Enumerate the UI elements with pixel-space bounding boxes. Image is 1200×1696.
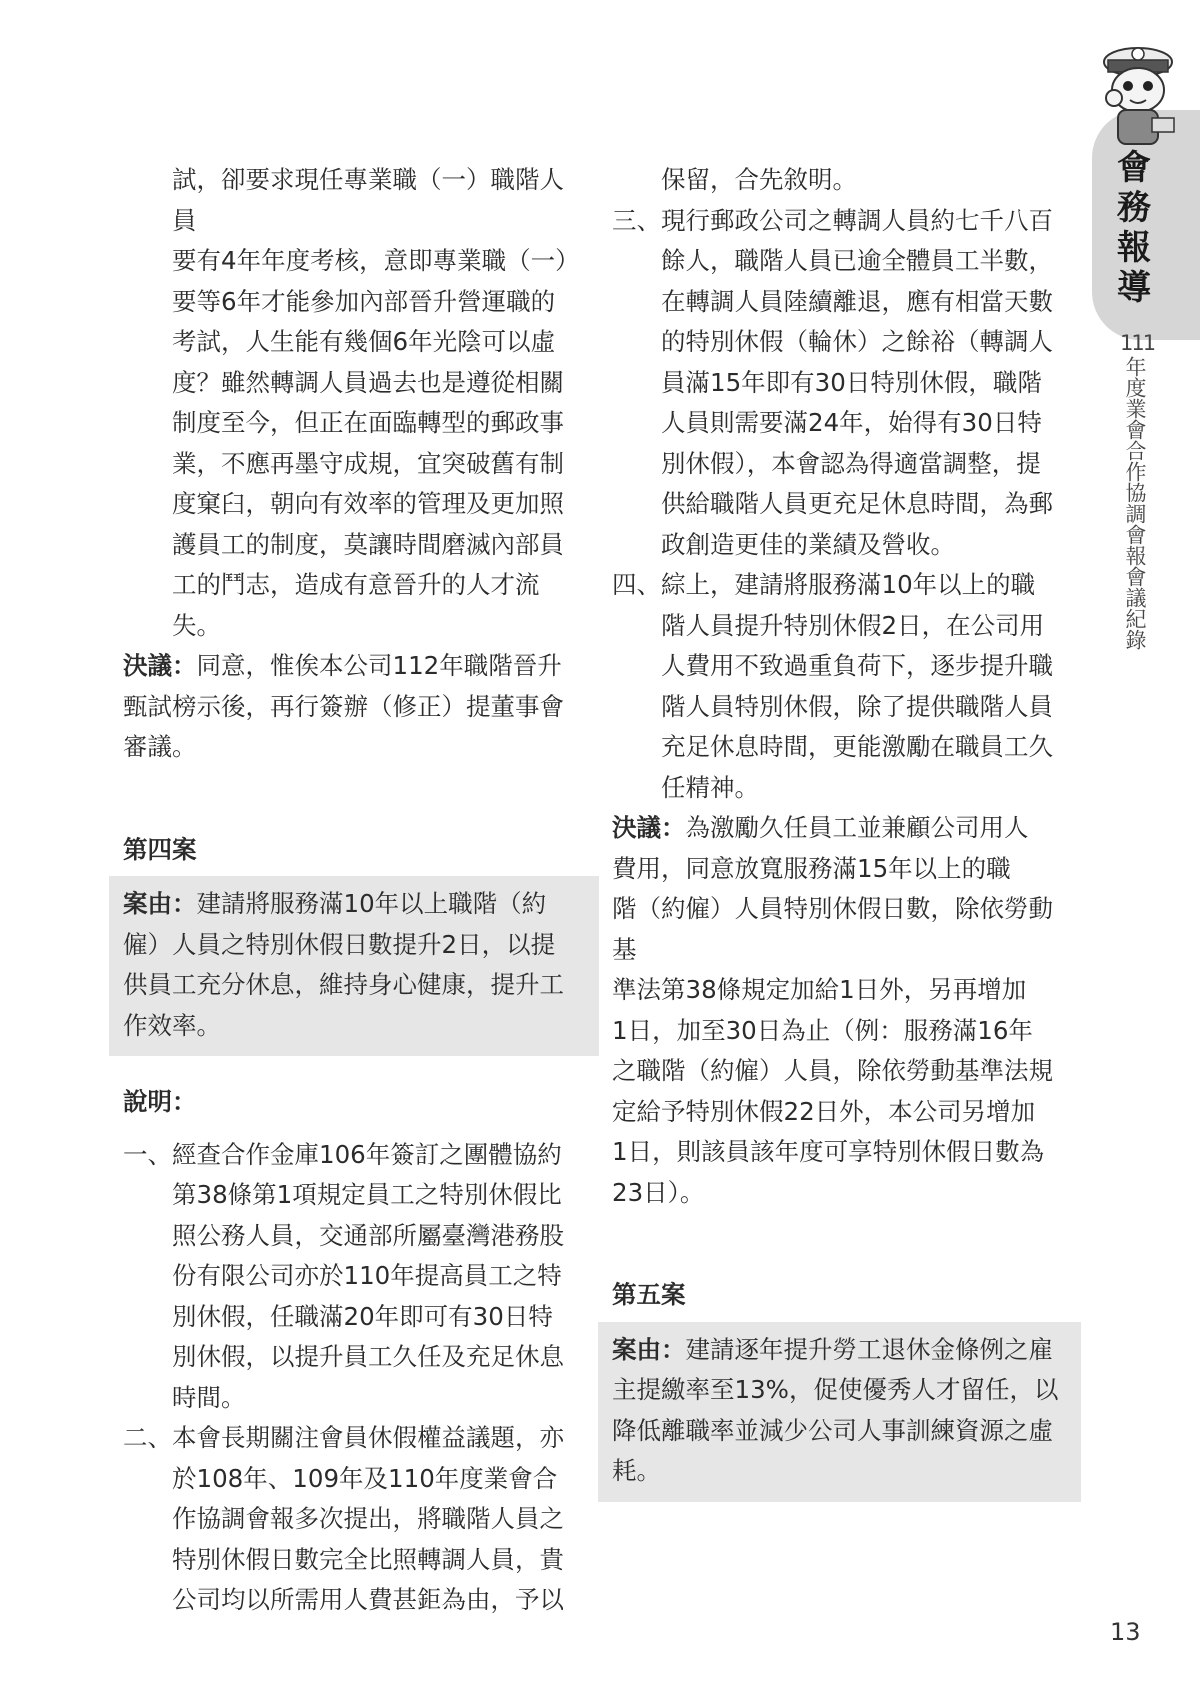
item-number: 三、 [612,205,661,235]
text-line: 23日）。 [612,1177,705,1207]
text-line: 人員則需要滿24年，始得有30日特 [661,408,1042,437]
text-line: 工的鬥志，造成有意晉升的人才流失。 [172,570,540,640]
running-header-subtitle: 年度業會合作協調會報會議紀錄 [1123,356,1147,650]
resolution-label: 決議： [612,813,686,842]
text-line: 作效率。 [123,1010,221,1040]
text-line: 供給職階人員更充足休息時間，為郵 [661,489,1053,518]
text-line: 1日，加至30日為止（例：服務滿16年 [612,1015,1033,1045]
case-reason-box [109,876,599,1056]
text-line: 餘人，職階人員已逾全體員工半數， [661,246,1053,275]
text-line: 要有4年年度考核，意即專業職（一） [172,246,580,275]
section-title-char: 報 [1117,228,1151,268]
text-line: 人費用不致過重負荷下，逐步提升職 [661,651,1053,680]
text-line: 階人員特別休假，除了提供職階人員 [661,691,1053,721]
text-line: 費用，同意放寬服務滿15年以上的職 [612,853,1011,883]
text-line: 建請逐年提升勞工退休金條例之雇 [685,1334,1053,1364]
text-line: 別休假），本會認為得適當調整，提 [661,448,1041,478]
text-line: 護員工的制度，莫讓時間磨滅內部員 [172,529,564,559]
text-line: 特別休假日數完全比照轉調人員，貴 [172,1544,564,1574]
text-line: 於108年、109年及110年度業會合 [172,1463,558,1493]
resolution [123,646,585,768]
case-heading: 第四案 [123,834,197,864]
text-line: 在轉調人員陸續離退，應有相當天數 [661,286,1053,316]
explanation-heading: 說明： [123,1087,197,1116]
section-title [1111,148,1157,308]
text-line: 考試，人生能有幾個6年光陰可以虛 [172,327,556,356]
text-line: 降低離職率並減少公司人事訓練資源之虛 [612,1415,1053,1445]
resolution [612,808,1067,1213]
text-line: 保留，合先敘明。 [661,165,857,194]
item-number: 四、 [612,570,661,599]
item-number: 二、 [123,1423,172,1452]
text-line: 1日，則該員該年度可享特別休假日數為 [612,1137,1045,1166]
item-number: 一、 [123,1139,172,1169]
text-line: 之職階（約僱）人員，除依勞動基準法規 [612,1056,1053,1085]
text-line: 的特別休假（輪休）之餘裕（轉調人 [661,327,1053,356]
explanation-item [123,1418,585,1621]
text-line: 階人員提升特別休假2日，在公司用 [661,610,1045,640]
text-line: 耗。 [612,1456,661,1485]
text-line: 準法第38條規定加給1日外，另再增加 [612,975,1027,1004]
case-reason-label: 案由： [123,889,197,918]
text-line: 本會長期關注會員休假權益議題，亦 [172,1423,564,1452]
running-header [1120,330,1155,650]
text-line: 經查合作金庫106年簽訂之團體協約 [172,1139,562,1169]
text-line: 時間。 [172,1382,246,1412]
right-column [612,160,1067,1502]
text-line: 份有限公司亦於110年提高員工之特 [172,1261,562,1290]
text-line: 綜上，建請將服務滿10年以上的職 [661,570,1036,599]
page-number: 13 [1110,1618,1141,1646]
case-heading: 第五案 [612,1280,686,1309]
text-line: 度？雖然轉調人員過去也是遵從相關 [172,367,564,397]
text-line: 供員工充分休息，維持身心健康，提升工 [123,970,564,999]
text-line: 別休假，以提升員工久任及充足休息 [172,1342,564,1371]
text-line: 同意，惟俟本公司112年職階晉升 [196,651,562,680]
text-line: 為激勵久任員工並兼顧公司用人 [685,813,1029,842]
text-line: 制度至今，但正在面臨轉型的郵政事 [172,408,564,437]
text-line: 員滿15年即有30日特別休假，職階 [661,367,1042,397]
text-line: 別休假，任職滿20年即可有30日特 [172,1301,553,1331]
text-line: 定給予特別休假22日外，本公司另增加 [612,1096,1036,1126]
text-line: 照公務人員，交通部所屬臺灣港務股 [172,1220,564,1250]
text-line: 僱）人員之特別休假日數提升2日，以提 [123,929,556,959]
case-reason-box [598,1322,1081,1502]
text-line: 充足休息時間，更能激勵在職員工久 [661,732,1053,761]
continued-paragraph [612,160,1067,201]
section-title-char: 導 [1117,268,1151,308]
text-line: 任精神。 [661,772,759,802]
continued-paragraph [123,160,585,646]
case-reason-label: 案由： [612,1334,686,1364]
text-line: 建請將服務滿10年以上職階（約 [196,889,547,918]
text-line: 甄試榜示後，再行簽辦（修正）提董事會 [123,691,564,721]
text-line: 要等6年才能參加內部晉升營運職的 [172,286,556,316]
left-column [123,160,585,1621]
explanation-item [612,201,1067,566]
resolution-label: 決議： [123,651,197,680]
text-line: 試，卻要求現任專業職（一）職階人員 [172,165,564,235]
text-line: 第38條第1項規定員工之特別休假比 [172,1180,562,1209]
explanation-item [123,1135,585,1419]
text-line: 審議。 [123,732,197,761]
section-title-char: 會 [1117,148,1151,188]
text-line: 現行郵政公司之轉調人員約七千八百 [661,205,1053,235]
text-line: 公司均以所需用人費甚鉅為由，予以 [172,1585,564,1614]
section-title-char: 務 [1117,188,1151,228]
text-line: 作協調會報多次提出，將職階人員之 [172,1504,564,1533]
text-line: 度窠臼，朝向有效率的管理及更加照 [172,489,564,518]
postal-mascot-icon [1092,34,1184,156]
text-line: 主提繳率至13%，促使優秀人才留任，以 [612,1375,1059,1404]
text-line: 階（約僱）人員特別休假日數，除依勞動基 [612,894,1053,964]
text-line: 業，不應再墨守成規，宜突破舊有制 [172,448,564,478]
running-header-year: 111 [1120,331,1155,355]
text-line: 政創造更佳的業績及營收。 [661,529,955,559]
explanation-item [612,565,1067,808]
